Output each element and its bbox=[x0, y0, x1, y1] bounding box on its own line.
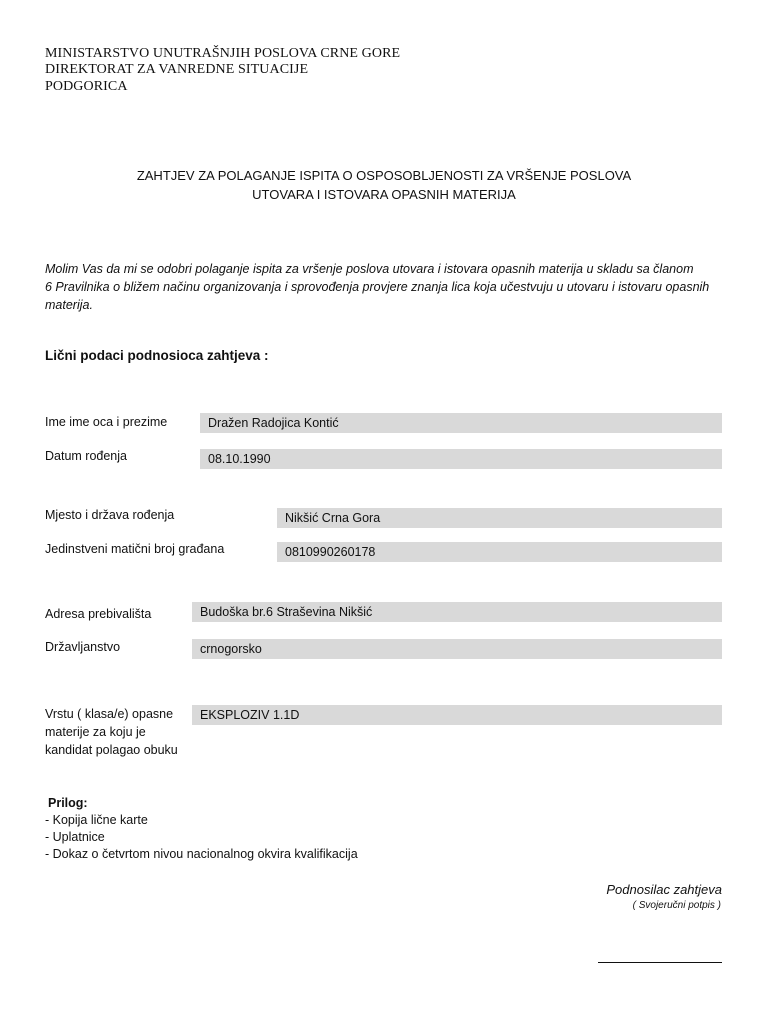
field-label-jmbg: Jedinstveni matični broj građana bbox=[45, 542, 225, 556]
signature-label: Podnosilac zahtjeva bbox=[606, 882, 722, 897]
document-title-line-2: UTOVARA I ISTOVARA OPASNIH MATERIJA bbox=[252, 187, 516, 202]
field-label-class-line-1: Vrstu ( klasa/e) opasne bbox=[45, 707, 174, 721]
field-label-class-line-3: kandidat polagao obuku bbox=[45, 743, 178, 757]
field-label-citizenship: Državljanstvo bbox=[45, 640, 121, 654]
ministry-name: MINISTARSTVO UNUTRAŠNJIH POSLOVA CRNE GORE bbox=[45, 46, 401, 61]
document-title-line-1: ZAHTJEV ZA POLAGANJE ISPITA O OSPOSOBLJENOSTI ZA VRŠENJE POSLOVA bbox=[136, 168, 632, 183]
attachment-item: - Kopija lične karte bbox=[45, 813, 148, 827]
intro-line-2: 6 Pravilnika o bližem načinu organizovanja i sprovođenja provjere znanja lica koja učestvuju u utovaru i istovaru opasnih bbox=[45, 280, 710, 294]
attachment-item: - Uplatnice bbox=[45, 830, 105, 844]
field-label-birth-place: Mjesto i država rođenja bbox=[45, 508, 175, 522]
attachments-heading: Prilog: bbox=[48, 796, 88, 810]
directorate-name: DIREKTORAT ZA VANREDNE SITUACIJE bbox=[45, 62, 309, 77]
field-value-address[interactable]: Budoška br.6 Straševina Nikšić bbox=[192, 602, 722, 622]
field-value-citizenship[interactable]: crnogorsko bbox=[192, 639, 722, 659]
field-label-birth-date: Datum rođenja bbox=[45, 449, 127, 463]
signature-line[interactable] bbox=[598, 962, 722, 963]
field-value-jmbg[interactable]: 0810990260178 bbox=[277, 542, 722, 562]
city-name: PODGORICA bbox=[45, 79, 128, 94]
intro-line-3: materija. bbox=[45, 298, 93, 312]
field-value-birth-date[interactable]: 08.10.1990 bbox=[200, 449, 722, 469]
field-label-class-line-2: materije za koju je bbox=[45, 725, 146, 739]
signature-note: ( Svojeručni potpis ) bbox=[632, 900, 721, 911]
field-value-full-name[interactable]: Dražen Radojica Kontić bbox=[200, 413, 722, 433]
field-value-hazard-class[interactable]: EKSPLOZIV 1.1D bbox=[192, 705, 722, 725]
section-heading: Lični podaci podnosioca zahtjeva : bbox=[45, 348, 269, 363]
field-label-address: Adresa prebivališta bbox=[45, 607, 152, 621]
field-value-birth-place[interactable]: Nikšić Crna Gora bbox=[277, 508, 722, 528]
attachment-item: - Dokaz o četvrtom nivou nacionalnog okvira kvalifikacija bbox=[45, 847, 358, 861]
field-label-full-name: Ime ime oca i prezime bbox=[45, 415, 168, 429]
intro-line-1: Molim Vas da mi se odobri polaganje ispita za vršenje poslova utovara i istovara opasnih materija u skladu sa članom bbox=[45, 262, 694, 276]
